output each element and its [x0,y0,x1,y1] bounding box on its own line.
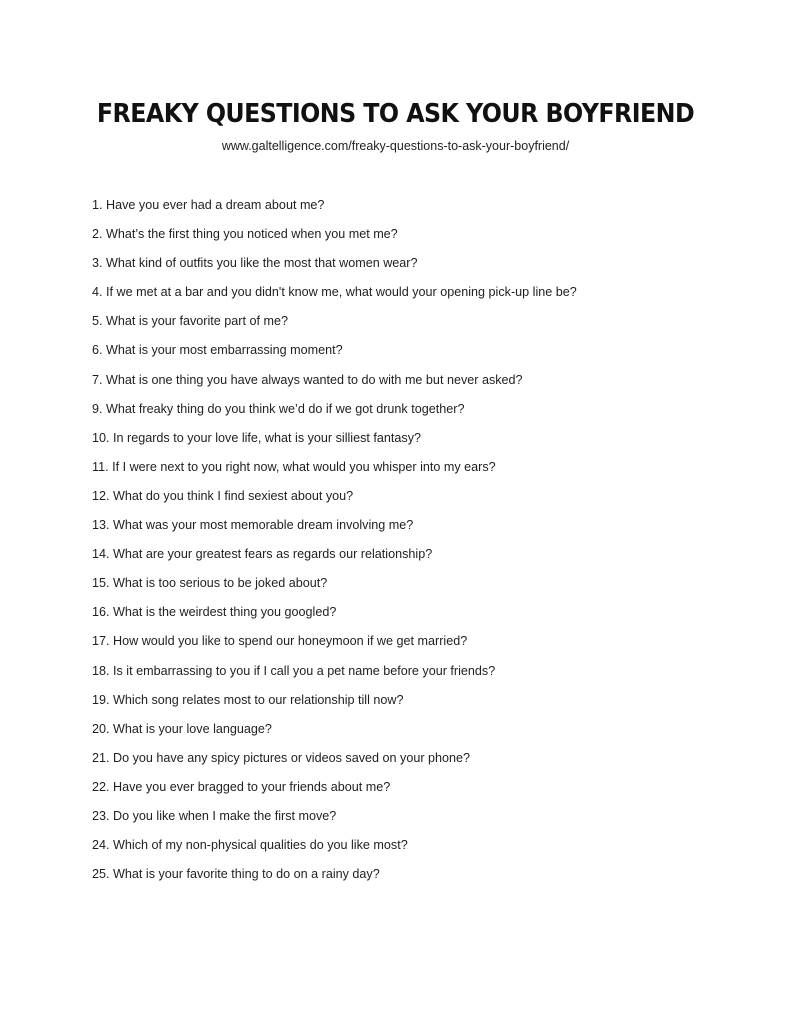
question-item [92,516,577,545]
question-item [92,225,577,254]
question-item [92,836,577,865]
question-text: What is your love language? [113,721,272,736]
question-text: Have you ever bragged to your friends about me? [113,779,391,794]
question-number: 1 . [92,198,106,212]
question-item [92,254,577,283]
question-number: 7 . [92,373,106,387]
question-item [92,603,577,632]
question-number: 11 . [92,460,112,474]
question-item [92,545,577,574]
source-url: www.galtelligence.com/freaky-questions-to-ask-your-boyfriend/ [221,139,570,153]
question-text: What is too serious to be joked about? [113,576,328,591]
question-text: What are your greatest fears as regards our relationship? [113,547,433,562]
question-number: 12 . [92,489,113,503]
question-item [92,632,577,661]
question-item [92,341,577,370]
page-title: FREAKY QUESTIONS TO ASK YOUR BOYFRIEND [96,99,695,129]
question-text: What freaky thing do you think we’d do if we got drunk together? [106,401,465,416]
question-item [92,807,577,836]
question-text: How would you like to spend our honeymoon if we get married? [113,634,468,649]
question-text: What is your most embarrassing moment? [106,343,343,358]
question-number: 25 . [92,867,113,881]
question-item [92,720,577,749]
question-text: What is the weirdest thing you googled? [113,605,337,620]
question-text: Which of my non-physical qualities do you like most? [113,838,408,853]
question-number: 21 . [92,751,113,765]
question-number: 14 . [92,547,113,561]
question-number: 18 . [92,664,113,678]
question-text: If we met at a bar and you didn't know me, what would your opening pick-up line be? [106,285,577,300]
question-number: 24 . [92,838,113,852]
question-number: 23 . [92,809,113,823]
question-number: 3 . [92,256,106,270]
question-list [92,196,577,894]
question-text: What do you think I find sexiest about you? [113,488,354,503]
question-number: 6 . [92,343,106,357]
question-item [92,487,577,516]
question-item [92,778,577,807]
question-text: Have you ever had a dream about me? [106,198,325,212]
question-text: In regards to your love life, what is your silliest fantasy? [113,430,422,445]
question-item [92,749,577,778]
question-number: 4 . [92,285,106,299]
question-number: 17 . [92,634,113,648]
question-item [92,283,577,312]
question-number: 2 . [92,227,106,241]
question-text: Which song relates most to our relationship till now? [113,692,404,707]
question-item [92,312,577,341]
question-text: What’s the first thing you noticed when you met me? [106,227,398,242]
question-text: If I were next to you right now, what would you whisper into my ears? [112,459,496,474]
question-text: Do you have any spicy pictures or videos saved on your phone? [113,750,471,765]
question-number: 5 . [92,314,106,328]
question-item [92,196,577,225]
question-number: 15 . [92,576,113,590]
question-text: What is your favorite part of me? [106,314,288,329]
question-number: 13 . [92,518,113,532]
question-text: What is your favorite thing to do on a rainy day? [113,867,380,882]
question-item [92,574,577,603]
question-number: 19 . [92,693,113,707]
question-text: What kind of outfits you like the most that women wear? [106,256,418,271]
question-number: 22 . [92,780,113,794]
question-item [92,458,577,487]
question-text: Is it embarrassing to you if I call you a pet name before your friends? [113,663,496,678]
question-number: 16 . [92,605,113,619]
question-item [92,371,577,400]
question-item [92,691,577,720]
question-item [92,429,577,458]
question-text: What was your most memorable dream involving me? [113,518,414,533]
question-item [92,662,577,691]
question-number: 9 . [92,402,106,416]
question-number: 20 . [92,722,113,736]
question-text: What is one thing you have always wanted to do with me but never asked? [106,372,523,387]
question-text: Do you like when I make the first move? [113,808,337,823]
question-number: 10 . [92,431,113,445]
question-item [92,865,577,894]
question-item [92,400,577,429]
